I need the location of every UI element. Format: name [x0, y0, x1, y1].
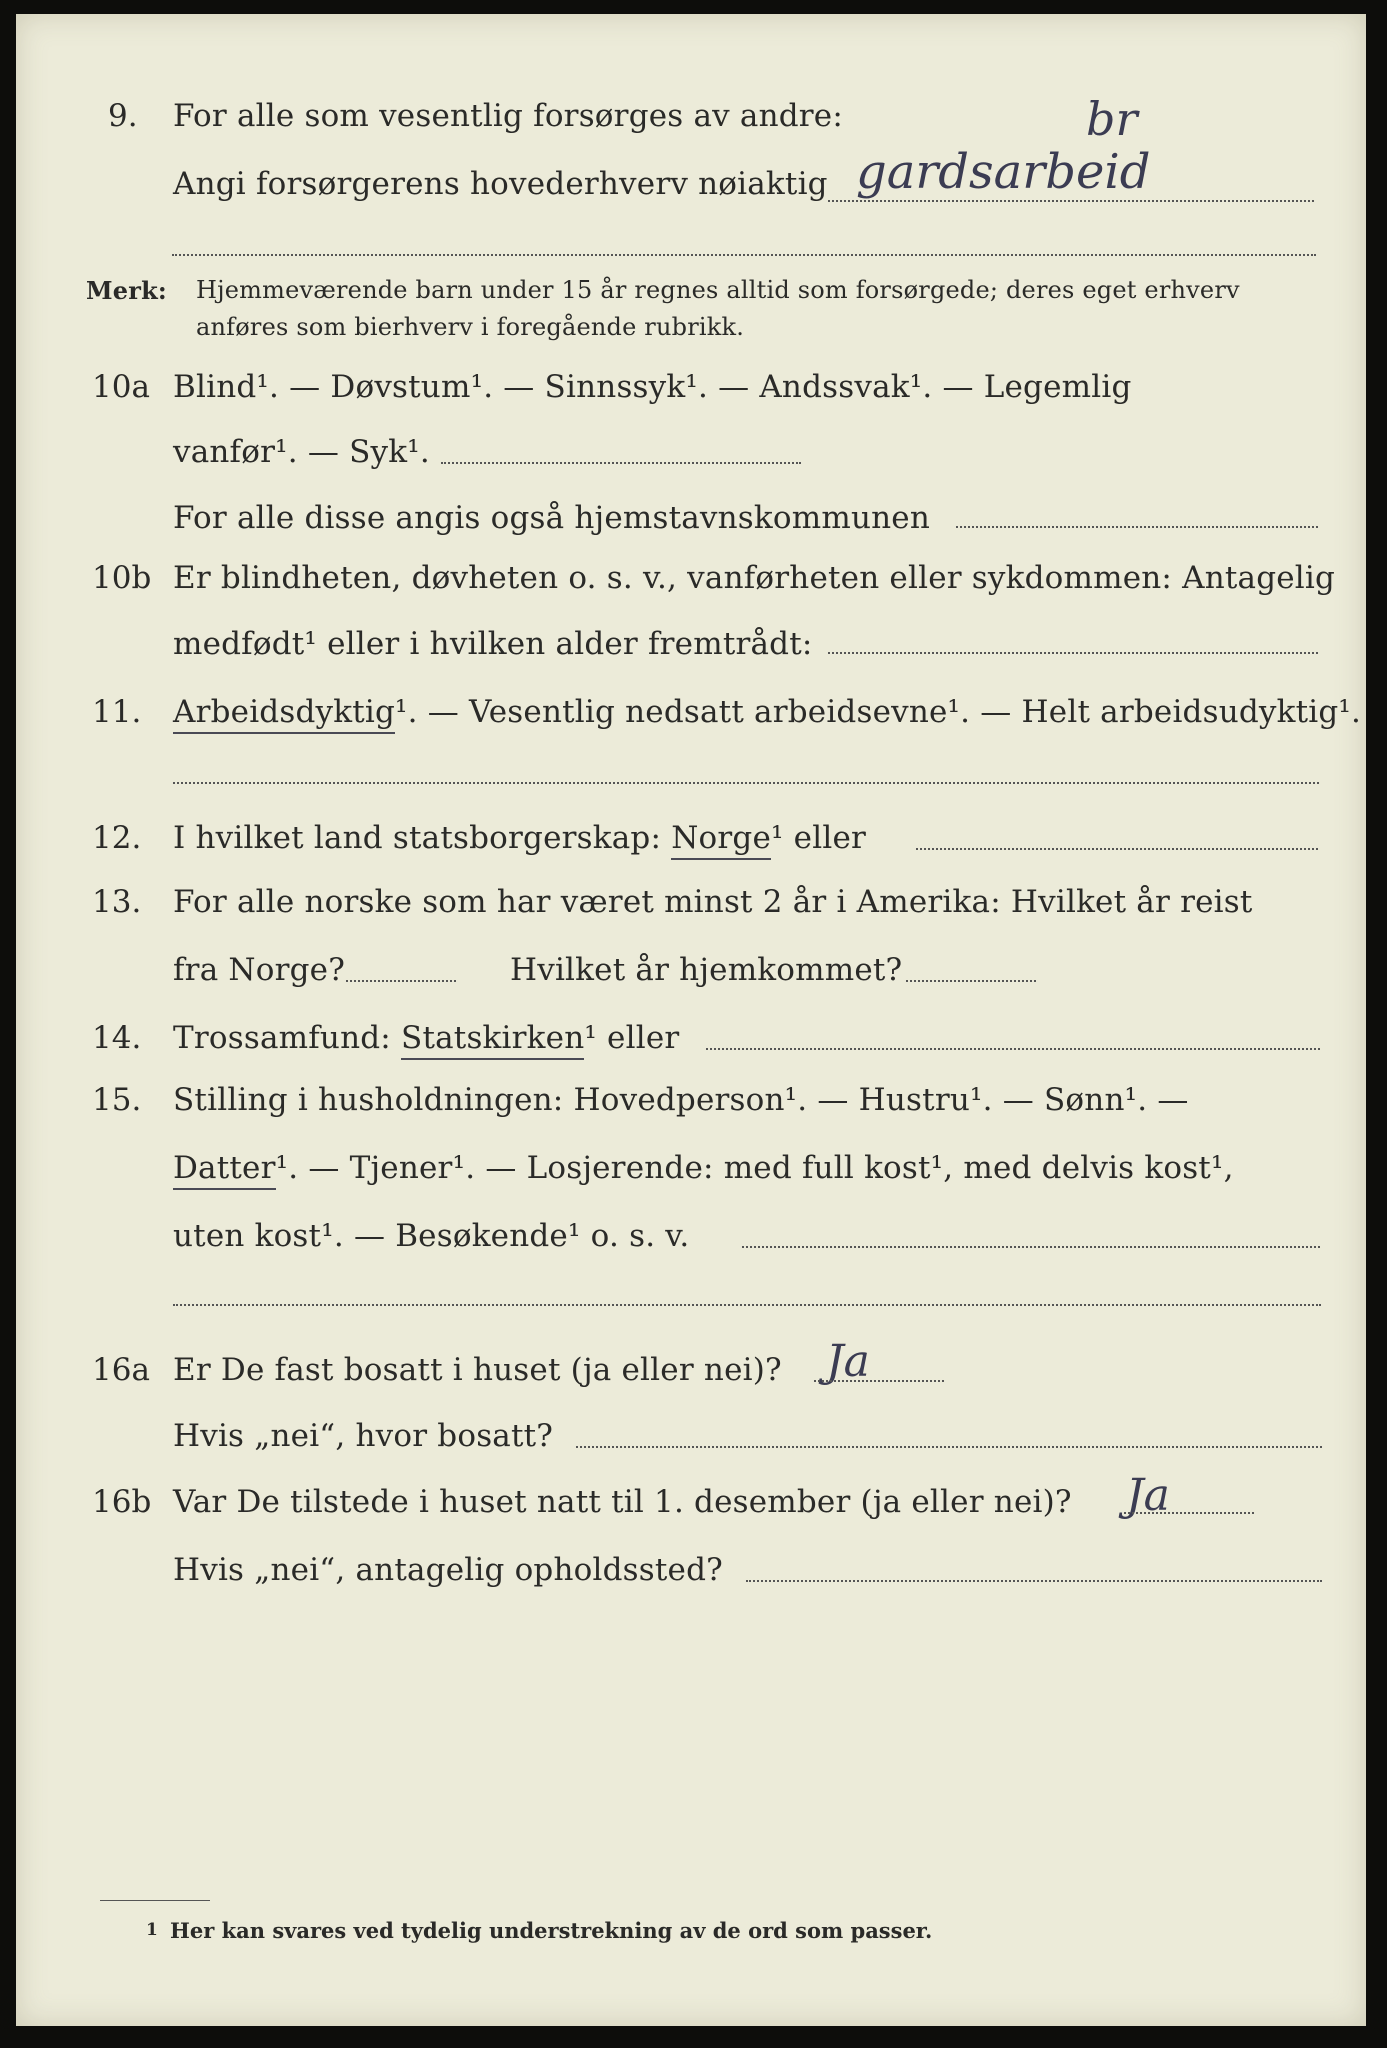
- q10a-hjemstavn-line: [956, 526, 1318, 528]
- q9-line1: For alle som vesentlig forsørges av andre:: [173, 98, 843, 134]
- q10a-number: 10a: [92, 369, 150, 405]
- q15-line1: Stilling i husholdningen: Hovedperson¹. — Hustru¹. — Sønn¹. —: [173, 1082, 1189, 1118]
- footnote-rule: [100, 1900, 210, 1901]
- q12-line: [173, 820, 866, 856]
- q16b-answer: Ja: [1126, 1470, 1170, 1521]
- q16b-opholdssted-line: [746, 1580, 1322, 1582]
- q10a-syk-line: [441, 462, 801, 464]
- q16a-bosatt-line: [576, 1446, 1322, 1448]
- q14-number: 14.: [92, 1020, 142, 1056]
- q13-number: 13.: [92, 884, 142, 920]
- q9-answer-top: br: [1086, 92, 1138, 146]
- q15-option-datter: Datter: [173, 1150, 276, 1190]
- q13-reist-line: [346, 980, 456, 982]
- q10a-line1: Blind¹. — Døvstum¹. — Sinnssyk¹. — Andssvak¹. — Legemlig: [173, 369, 1132, 405]
- q16a-line2: Hvis „nei“, hvor bosatt?: [173, 1418, 554, 1454]
- q9-line2: Angi forsørgerens hovederhverv nøiaktig: [173, 166, 828, 202]
- q10b-line1: Er blindheten, døvheten o. s. v., vanførheten eller sykdommen: Antagelig: [173, 560, 1336, 596]
- q15-extra-line: [173, 1304, 1321, 1306]
- q12-option-norge: Norge: [671, 820, 771, 860]
- q16b-line2: Hvis „nei“, antagelig opholdssted?: [173, 1552, 723, 1588]
- footnote-mark: 1: [146, 1920, 158, 1940]
- q13-hjemkommet-line: [906, 980, 1036, 982]
- q14-post: ¹ eller: [584, 1020, 680, 1056]
- q9-number: 9.: [108, 98, 138, 134]
- q11-number: 11.: [92, 694, 142, 730]
- q16a-answer: Ja: [826, 1336, 870, 1387]
- q15-line2: [173, 1150, 1234, 1186]
- q12-pre: I hvilket land statsborgerskap:: [173, 820, 662, 856]
- q12-post: ¹ eller: [771, 820, 867, 856]
- q10b-line2: medfødt¹ eller i hvilken alder fremtrådt:: [173, 626, 813, 662]
- q13-line2a: fra Norge?: [173, 952, 346, 988]
- q15-line2-rest: ¹. — Tjener¹. — Losjerende: med full kost¹, med delvis kost¹,: [275, 1150, 1234, 1186]
- q14-answer-line: [706, 1048, 1320, 1050]
- merk-label: Merk:: [86, 276, 167, 305]
- q9-extra-line: [172, 254, 1316, 256]
- q10a-line3: For alle disse angis også hjemstavnskommunen: [173, 500, 930, 536]
- q16b-line1: Var De tilstede i huset natt til 1. desember (ja eller nei)?: [173, 1484, 1072, 1520]
- footnote-text: Her kan svares ved tydelig understrekning av de ord som passer.: [170, 1918, 933, 1943]
- q12-answer-line: [916, 848, 1318, 850]
- q11-rest: ¹. — Vesentlig nedsatt arbeidsevne¹. — Helt arbeidsudyktig¹.: [395, 694, 1362, 730]
- q10a-line2: vanfør¹. — Syk¹.: [173, 434, 430, 470]
- q15-number: 15.: [92, 1082, 142, 1118]
- q10b-answer-line: [828, 652, 1318, 654]
- q9-answer-line: [828, 200, 1314, 202]
- q14-pre: Trossamfund:: [173, 1020, 391, 1056]
- q14-option-statskirken: Statskirken: [401, 1020, 584, 1060]
- q11-line: [173, 694, 1361, 730]
- q16b-answer-line: [1124, 1512, 1254, 1514]
- q10b-number: 10b: [92, 560, 152, 596]
- q15-answer-line: [742, 1246, 1320, 1248]
- q15-line3: uten kost¹. — Besøkende¹ o. s. v.: [173, 1218, 690, 1254]
- q12-number: 12.: [92, 820, 142, 856]
- q9-answer: gardsarbeid: [856, 144, 1151, 200]
- q11-extra-line: [173, 782, 1319, 784]
- q11-option-arbeidsdyktig: Arbeidsdyktig: [173, 694, 395, 734]
- q16a-answer-line: [814, 1380, 944, 1382]
- q16b-number: 16b: [92, 1484, 152, 1520]
- q14-line: [173, 1020, 679, 1056]
- merk-line1: Hjemmeværende barn under 15 år regnes alltid som forsørgede; deres eget erhverv: [196, 276, 1240, 304]
- merk-line2: anføres som bierhverv i foregående rubrikk.: [196, 313, 745, 341]
- q16a-line1: Er De fast bosatt i huset (ja eller nei)?: [173, 1352, 782, 1388]
- q16a-number: 16a: [92, 1352, 150, 1388]
- q13-line1: For alle norske som har været minst 2 år i Amerika: Hvilket år reist: [173, 884, 1253, 920]
- q13-line2b: Hvilket år hjemkommet?: [510, 952, 903, 988]
- form-page: [16, 14, 1366, 2026]
